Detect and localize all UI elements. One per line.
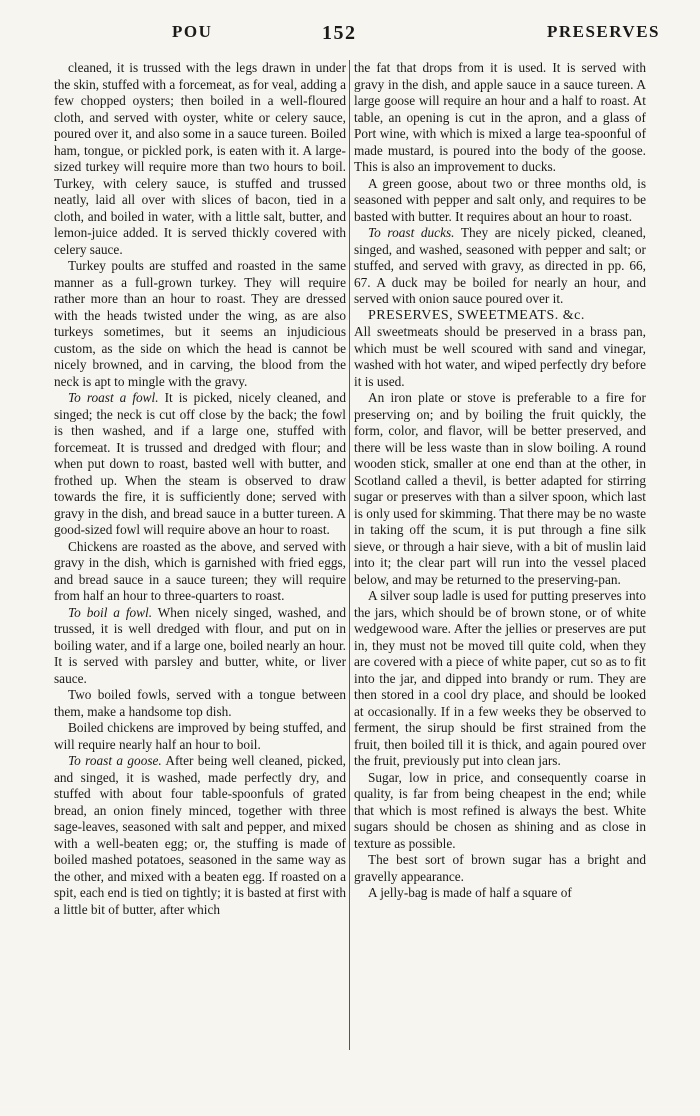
header-left-word: POU xyxy=(172,22,213,41)
paragraph-text: Sugar, low in price, and consequently coarse in quality, is far from being cheapest in the end; while that which is most refined is always the best. White sugars should be chosen as shining and as close in texture as possible. xyxy=(354,769,646,851)
right-column xyxy=(354,60,646,902)
paragraph-text: Turkey poults are stuffed and roasted in the same manner as a full-grown turkey. They will require rather more than an hour to roast. They are dressed with the heads twisted under the wing, as are also turkeys sometimes, but it seems an injudicious custom, as the side on which the head is cannot be nicely browned, and in carving, the blood from the neck is apt to mingle with the gravy. xyxy=(54,258,346,389)
paragraph xyxy=(354,176,646,226)
paragraph-text: A silver soup ladle is used for putting preserves into the jars, which should be of brown stone, or of white wedgewood ware. After the jellies or preserves are put in, they must not be moved till quite cold, when they are covered with a piece of white paper, cut so as to fit into the jar, and dipped into brandy or rum. They are then stored in a cool dry place, and should be looked at occasionally. If in a few weeks they be observed to ferment, the sirup should be first strained from the fruit, then boiled till it is thick, and again poured over the fruit, previously put into clean jars. xyxy=(354,588,646,768)
paragraph xyxy=(354,324,646,390)
paragraph-text: cleaned, it is trussed with the legs drawn in under the skin, stuffed with a forcemeat, as for veal, adding a few chopped oysters; then boiled in a well-floured cloth, and served with oyster, white or celery sauce, poured over it, and also some in a sauce tureen. Boiled ham, tongue, or pickled pork, is eaten with it. A large-sized turkey will require more than two hours to boil. Turkey, with celery sauce, is stuffed and trussed neatly, laid all over with slices of bacon, tied in a cloth, and boiled in water, with a little salt, butter, and lemon-juice added. It is served thickly covered with celery sauce. xyxy=(54,60,346,257)
paragraph xyxy=(54,539,346,605)
paragraph xyxy=(54,687,346,720)
paragraph xyxy=(354,852,646,885)
paragraph-text: All sweetmeats should be preserved in a brass pan, which must be well scoured with sand and vinegar, washed with hot water, and wiped perfectly dry before it is used. xyxy=(354,324,646,389)
right-column-top xyxy=(354,60,646,308)
paragraph xyxy=(54,60,346,258)
right-column-bottom xyxy=(354,324,646,902)
paragraph-lead: To boil a fowl. xyxy=(68,604,153,620)
page-number: 152 xyxy=(322,22,357,44)
column-divider xyxy=(349,60,350,1050)
left-column xyxy=(54,60,346,918)
paragraph xyxy=(354,225,646,308)
paragraph-lead: To roast a goose. xyxy=(68,753,162,768)
paragraph-text: Chickens are roasted as the above, and served with gravy in the dish, which is garnished with fried eggs, and bread sauce in a sauce tureen; they will require from half an hour to three-quarters to roast. xyxy=(54,538,346,603)
paragraph-text: Boiled chickens are improved by being stuffed, and will require nearly half an hour to boil. xyxy=(54,720,346,752)
paragraph xyxy=(354,770,646,853)
paragraph-lead: To roast a fowl. xyxy=(68,390,159,405)
paragraph-text: They are nicely picked, cleaned, singed, and washed, seasoned with pepper and salt; or stuffed, and served with gravy, as directed in pp. 66, 67. A duck may be boiled for nearly an hour, and served with onion sauce poured over it. xyxy=(354,225,646,306)
paragraph-text: After being well cleaned, picked, and singed, it is washed, made perfectly dry, and stuffed with about four table-spoonfuls of grated bread, an onion finely minced, together with three sage-leaves, seasoned with salt and pepper, and mixed with a well-beaten egg; or, the stuffing is made of boiled mashed potatoes, seasoned in the same way as the other, and mixed with a beaten egg. If roasted on a spit, each end is tied on tightly; it is basted at first with a little bit of butter, after which xyxy=(54,753,346,917)
paragraph xyxy=(354,588,646,770)
paragraph-text: An iron plate or stove is preferable to a fire for preserving on; and by boiling the fruit quickly, the form, color, and flavor, will be better preserved, and there will be less waste than in slow boiling. A round wooden stick, smaller at one end than at the other, in Scotland called a thevil, is better adapted for stirring sugar or preserves with than a silver spoon, which last is only used for skimming. That there may be no waste in taking off the scum, it is put through a fine silk sieve, or through a hair sieve, with a bit of muslin laid into it; the clear part will run into the vessel placed below, and may be returned to the preserving-pan. xyxy=(354,390,646,587)
paragraph-text: A green goose, about two or three months old, is seasoned with pepper and salt only, and requires to be basted with butter. It requires about an hour to roast. xyxy=(354,175,646,224)
paragraph-text: When nicely singed, washed, and trussed, it is well dredged with flour, and put on in boiling water, and if a large one, boiled nearly an hour. It is served with parsley and butter, white, or liver sauce. xyxy=(54,604,346,686)
paragraph-text: It is picked, nicely cleaned, and singed; the neck is cut off close by the back; the fowl is then washed, and if a large one, stuffed with forcemeat. It is trussed and dredged with flour; and when put down to roast, basted well with butter, and frothed up. When the steam is observed to draw towards the fire, it is sufficiently done; served with gravy in the dish, and bread sauce in a butter tureen. A good-sized fowl will require above an hour to roast. xyxy=(54,390,346,537)
running-header xyxy=(40,22,660,46)
paragraph xyxy=(54,258,346,390)
paragraph xyxy=(54,605,346,688)
paragraph xyxy=(54,720,346,753)
paragraph xyxy=(54,390,346,539)
paragraph-lead: To roast ducks. xyxy=(368,225,455,240)
paragraph-text: the fat that drops from it is used. It is served with gravy in the dish, and apple sauce in a sauce tureen. A large goose will require an hour and a half to roast. At table, an opening is cut in the apron, and a glass of Port wine, with which is mixed a large tea-spoonful of made mustard, is poured into the body of the goose. This is also an improvement to ducks. xyxy=(354,60,646,174)
paragraph xyxy=(354,885,646,902)
header-right-word: PRESERVES xyxy=(546,22,660,41)
paragraph xyxy=(354,390,646,588)
paragraph xyxy=(54,753,346,918)
paragraph-text: Two boiled fowls, served with a tongue between them, make a handsome top dish. xyxy=(54,687,346,719)
paragraph xyxy=(354,60,646,176)
paragraph-text: A jelly-bag is made of half a square of xyxy=(368,885,572,900)
paragraph-text: The best sort of brown sugar has a bright and gravelly appearance. xyxy=(354,852,646,884)
section-title: PRESERVES, SWEETMEATS. &c. xyxy=(368,307,585,323)
